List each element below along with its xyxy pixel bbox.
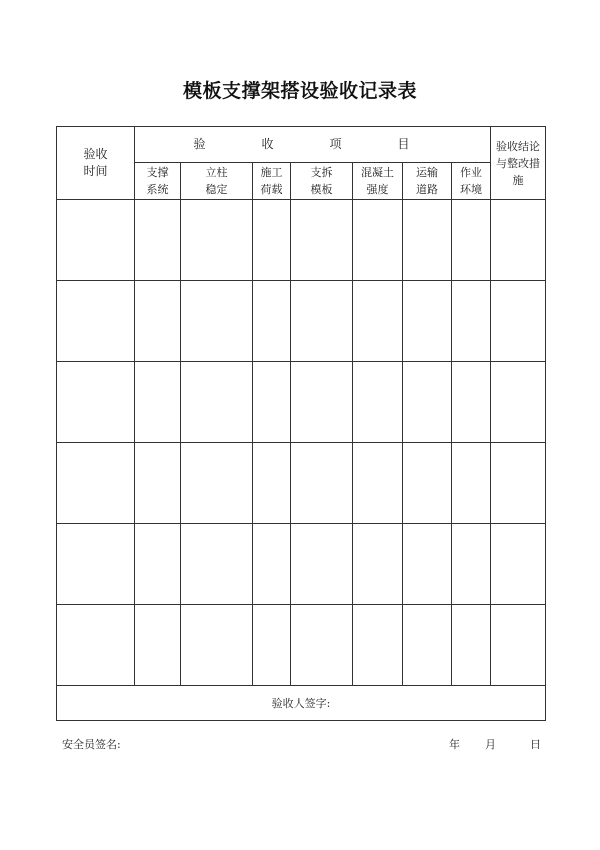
column-header-line1: 混凝土	[361, 166, 394, 179]
column-header-line1: 支撑	[146, 166, 169, 179]
table-cell[interactable]	[403, 200, 452, 281]
table-cell[interactable]	[291, 524, 353, 605]
column-header	[253, 163, 291, 200]
table-cell[interactable]	[181, 200, 253, 281]
table-cell[interactable]	[403, 281, 452, 362]
column-header	[452, 163, 491, 200]
inspection-time-label-line2: 时间	[83, 164, 108, 178]
date-day-label: 日	[530, 738, 541, 751]
conclusion-label-line2: 与整改措	[496, 156, 541, 170]
table-cell[interactable]	[353, 443, 403, 524]
column-header-line1: 施工	[260, 166, 283, 179]
table-cell[interactable]	[353, 200, 403, 281]
table-cell[interactable]	[491, 281, 546, 362]
table-cell[interactable]	[452, 443, 491, 524]
table-cell[interactable]	[452, 524, 491, 605]
table-row	[57, 443, 546, 524]
table-cell[interactable]	[491, 362, 546, 443]
table-row	[57, 362, 546, 443]
table-cell[interactable]	[403, 605, 452, 686]
column-header-line2: 荷载	[260, 183, 283, 196]
table-cell[interactable]	[403, 362, 452, 443]
table-cell[interactable]	[291, 362, 353, 443]
inspection-record-table	[56, 126, 546, 721]
table-cell[interactable]	[253, 362, 291, 443]
table-cell[interactable]	[353, 281, 403, 362]
table-cell[interactable]	[57, 281, 135, 362]
column-header-line2: 道路	[416, 183, 438, 196]
page-title: 模板支撑架搭设验收记录表	[182, 80, 417, 102]
table-cell[interactable]	[491, 443, 546, 524]
table-cell[interactable]	[135, 200, 181, 281]
table-cell[interactable]	[291, 605, 353, 686]
column-header-line2: 环境	[460, 183, 483, 196]
table-cell[interactable]	[253, 605, 291, 686]
column-header-line1: 运输	[416, 166, 438, 179]
table-cell[interactable]	[353, 524, 403, 605]
table-cell[interactable]	[57, 443, 135, 524]
column-header-line1: 支拆	[310, 166, 333, 179]
column-header	[135, 163, 181, 200]
table-cell[interactable]	[403, 443, 452, 524]
table-cell[interactable]	[253, 443, 291, 524]
table-cell[interactable]	[135, 362, 181, 443]
table-cell[interactable]	[353, 362, 403, 443]
table-cell[interactable]	[403, 524, 452, 605]
table-cell[interactable]	[57, 524, 135, 605]
table-cell[interactable]	[452, 605, 491, 686]
table-cell[interactable]	[181, 524, 253, 605]
table-cell[interactable]	[452, 200, 491, 281]
table-cell[interactable]	[57, 362, 135, 443]
column-header-line2: 模板	[310, 183, 333, 196]
table-cell[interactable]	[491, 605, 546, 686]
table-cell[interactable]	[452, 362, 491, 443]
table-row	[57, 200, 546, 281]
column-header	[181, 163, 253, 200]
table-cell[interactable]	[291, 443, 353, 524]
table-cell[interactable]	[57, 605, 135, 686]
column-header-line1: 作业	[460, 166, 483, 179]
column-header-line1: 立柱	[205, 166, 228, 179]
inspector-signature-label: 验收人签字:	[271, 696, 331, 710]
column-header	[403, 163, 452, 200]
table-cell[interactable]	[135, 524, 181, 605]
table-cell[interactable]	[491, 200, 546, 281]
table-row	[57, 605, 546, 686]
table-cell[interactable]	[57, 200, 135, 281]
table-cell[interactable]	[135, 605, 181, 686]
table-cell[interactable]	[135, 281, 181, 362]
column-header-line2: 稳定	[205, 183, 228, 196]
table-cell[interactable]	[181, 362, 253, 443]
table-cell[interactable]	[181, 443, 253, 524]
table-cell[interactable]	[181, 281, 253, 362]
table-cell[interactable]	[135, 443, 181, 524]
table-cell[interactable]	[253, 281, 291, 362]
date-month-label: 月	[485, 738, 496, 751]
conclusion-label-line3: 施	[512, 173, 524, 187]
inspection-time-label-line1: 验收	[83, 147, 108, 161]
table-cell[interactable]	[491, 524, 546, 605]
inspection-items-header: 验 收 项 目	[135, 127, 491, 163]
column-header-line2: 强度	[366, 183, 389, 196]
table-cell[interactable]	[253, 200, 291, 281]
table-cell[interactable]	[452, 281, 491, 362]
column-header	[291, 163, 353, 200]
conclusion-label-line1: 验收结论	[496, 139, 541, 153]
table-cell[interactable]	[353, 605, 403, 686]
safety-officer-signature-label: 安全员签名:	[62, 738, 121, 751]
inspector-signature-cell[interactable]	[57, 686, 546, 721]
inspector-signature-row	[57, 686, 546, 721]
table-row	[57, 524, 546, 605]
table-cell[interactable]	[291, 200, 353, 281]
date-year-label: 年	[449, 738, 460, 751]
column-header	[353, 163, 403, 200]
inspection-time-header	[57, 127, 135, 200]
conclusion-header	[491, 127, 546, 200]
table-row	[57, 281, 546, 362]
table-cell[interactable]	[181, 605, 253, 686]
table-cell[interactable]	[291, 281, 353, 362]
column-header-line2: 系统	[146, 183, 169, 196]
table-cell[interactable]	[253, 524, 291, 605]
